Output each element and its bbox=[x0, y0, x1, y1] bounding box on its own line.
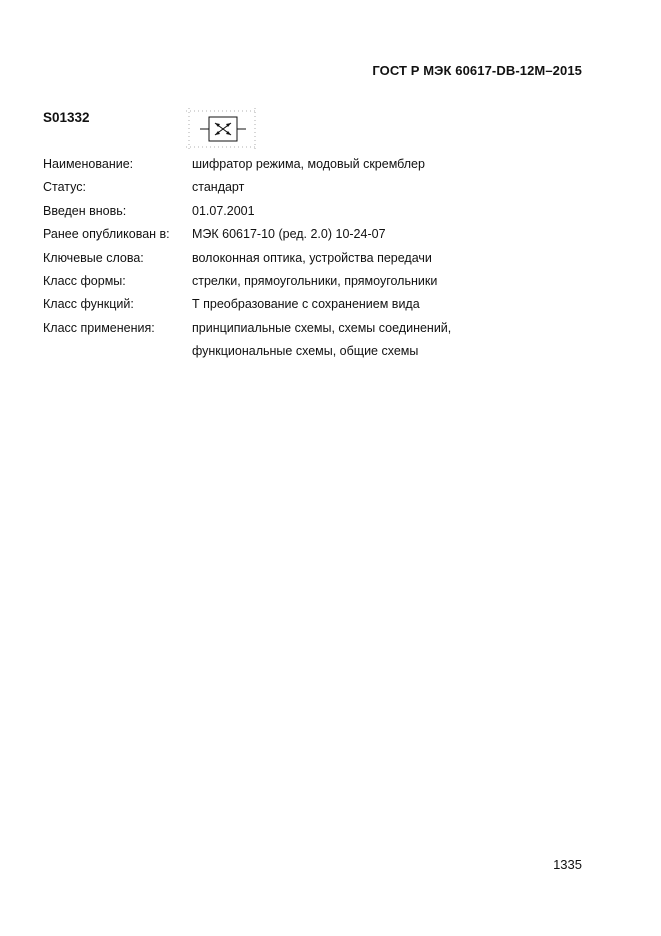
field-label: Введен вновь: bbox=[43, 203, 127, 218]
field-label: Ключевые слова: bbox=[43, 250, 144, 265]
field-label: Наименование: bbox=[43, 157, 134, 171]
field-value: волоконная оптика, устройства передачи bbox=[192, 250, 432, 265]
field-label: Класс применения: bbox=[43, 320, 155, 335]
mode-scrambler-symbol-icon bbox=[186, 108, 258, 150]
field-value: принципиальные схемы, схемы соединений, bbox=[192, 320, 452, 335]
field-value: Т преобразование с сохранением вида bbox=[192, 297, 420, 312]
field-label: Ранее опубликован в: bbox=[43, 227, 170, 242]
field-value: МЭК 60617-10 (ред. 2.0) 10-24-07 bbox=[192, 227, 386, 242]
field-value: стрелки, прямоугольники, прямоугольники bbox=[192, 273, 438, 288]
field-value: функциональные схемы, общие схемы bbox=[192, 344, 419, 359]
field-label: Класс функций: bbox=[43, 297, 134, 312]
field-value: стандарт bbox=[192, 180, 245, 195]
field-value: 01.07.2001 bbox=[192, 203, 255, 218]
field-value: шифратор режима, модовый скремблер bbox=[192, 157, 425, 171]
field-label: Класс формы: bbox=[43, 273, 126, 288]
field-label: Статус: bbox=[43, 180, 86, 195]
symbol-code: S01332 bbox=[43, 110, 90, 125]
standard-reference: ГОСТ Р МЭК 60617-DB-12M–2015 bbox=[372, 63, 582, 78]
page-number: 1335 bbox=[553, 857, 582, 872]
